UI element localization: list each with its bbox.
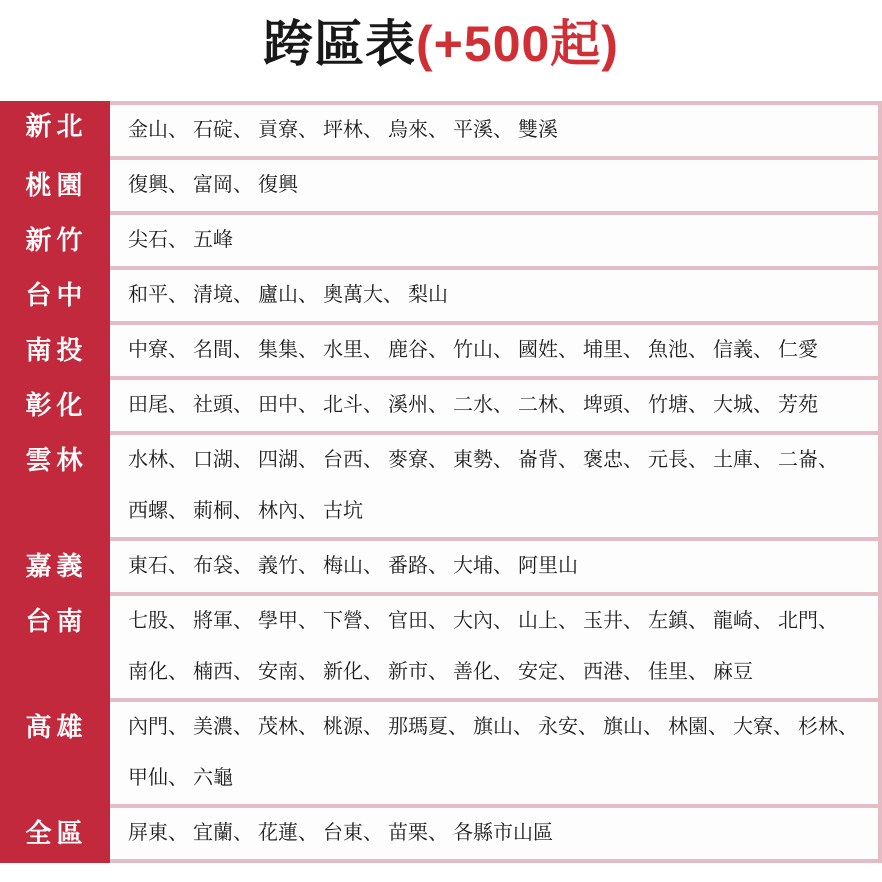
table-row [0,596,882,702]
region-cell: 台南 [0,596,110,702]
page-title-main: 跨區表 [263,16,417,72]
table-row [0,808,882,863]
districts-cell: 內門、 美濃、 茂林、 桃源、 那瑪夏、 旗山、 永安、 旗山、 林園、 大寮、 杉林、甲仙、 六龜 [110,702,882,808]
region-cell: 南投 [0,325,110,380]
districts-cell: 屏東、 宜蘭、 花蓮、 台東、 苗栗、 各縣市山區 [110,808,882,863]
districts-cell: 田尾、 社頭、 田中、 北斗、 溪州、 二水、 二林、 埤頭、 竹塘、 大城、 芳苑 [110,380,882,435]
region-cell: 嘉義 [0,541,110,596]
table-row [0,325,882,380]
region-cell: 台中 [0,270,110,325]
region-cell: 全區 [0,808,110,863]
districts-cell: 東石、 布袋、 義竹、 梅山、 番路、 大埔、 阿里山 [110,541,882,596]
region-cell: 桃園 [0,160,110,215]
table-row [0,215,882,270]
table-row [0,435,882,541]
districts-cell: 復興、 富岡、 復興 [110,160,882,215]
table-row [0,160,882,215]
districts-cell: 中寮、 名間、 集集、 水里、 鹿谷、 竹山、 國姓、 埔里、 魚池、 信義、 仁愛 [110,325,882,380]
table-row [0,541,882,596]
page-title [0,0,882,80]
region-cell: 彰化 [0,380,110,435]
districts-cell: 尖石、 五峰 [110,215,882,270]
districts-cell: 七股、 將軍、 學甲、 下營、 官田、 大內、 山上、 玉井、 左鎮、 龍崎、 北門、南化、 楠西、 安南、 新化、 新市、 善化、 安定、 西港、 佳里、 麻豆 [110,596,882,702]
table-row [0,101,882,160]
cross-region-table [0,101,882,863]
table-row [0,702,882,808]
districts-cell: 金山、 石碇、 貢寮、 坪林、 烏來、 平溪、 雙溪 [110,101,882,160]
region-cell: 雲林 [0,435,110,541]
districts-cell: 水林、 口湖、 四湖、 台西、 麥寮、 東勢、 崙背、 褒忠、 元長、 土庫、 二崙、西螺、 莿桐、 林內、 古坑 [110,435,882,541]
table-row [0,270,882,325]
region-cell: 新竹 [0,215,110,270]
page-title-suffix: (+500起) [416,16,619,72]
districts-cell: 和平、 清境、 廬山、 奧萬大、 梨山 [110,270,882,325]
region-cell: 高雄 [0,702,110,808]
table-row [0,380,882,435]
region-cell: 新北 [0,101,110,160]
